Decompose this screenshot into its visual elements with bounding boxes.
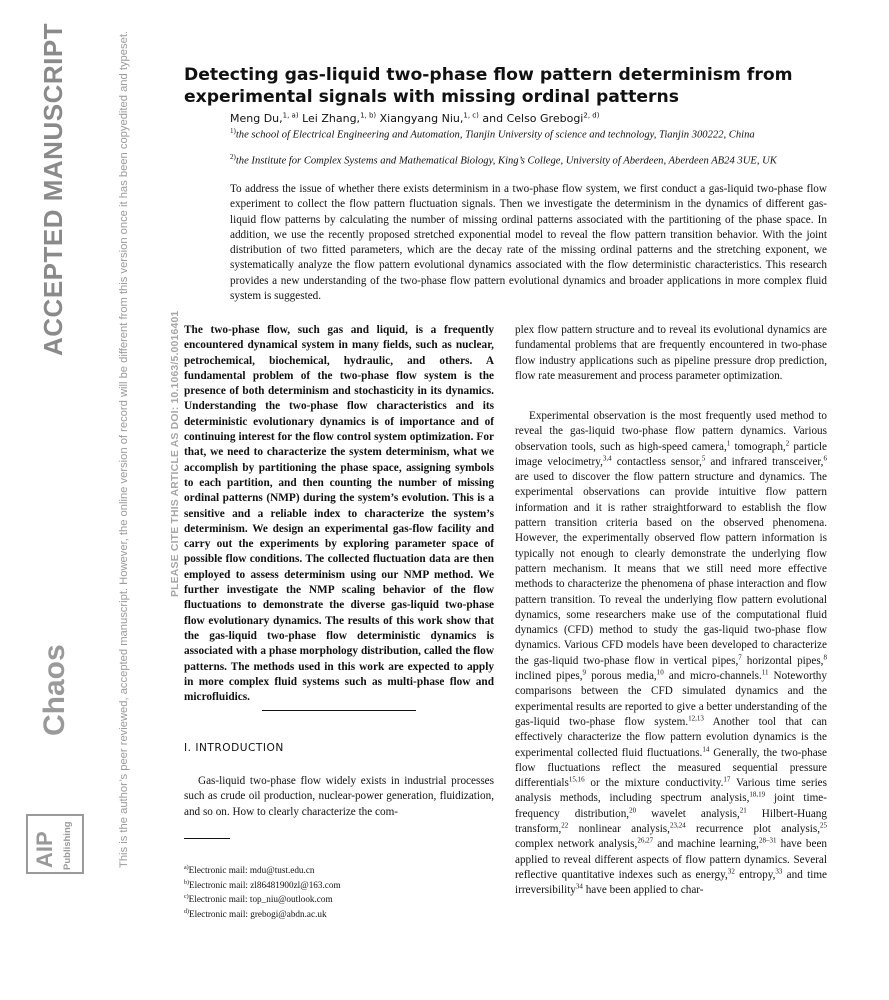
footnote-marker: b) [184, 879, 189, 886]
paragraph-segment: Various time series analysis methods, including spectrum analysis, [515, 777, 827, 805]
author [482, 112, 599, 125]
citation-ref: 25 [820, 821, 827, 830]
section-heading-introduction: I. INTRODUCTION [184, 742, 284, 754]
citation-ref: 3,4 [602, 454, 612, 463]
citation-ref: 6 [823, 454, 827, 463]
citation-ref: 23,24 [669, 821, 686, 830]
footnote [184, 906, 494, 921]
author [230, 112, 299, 125]
footnote-text: Electronic mail: mdu@tust.edu.cn [188, 865, 315, 876]
author-name: Lei Zhang, [302, 111, 361, 125]
citation-ref: 34 [575, 882, 583, 891]
citation-ref: 8 [823, 653, 827, 662]
paragraph-segment: nonlinear analysis, [568, 823, 670, 836]
author-affiliation-marker: 1, a) [282, 111, 299, 119]
citation-ref: 2 [785, 438, 790, 447]
paragraph-segment: and time irreversibility [515, 868, 827, 897]
citation-ref: 21 [739, 805, 747, 814]
paragraph-segment: and micro-channels. [663, 670, 762, 683]
citation-ref: 22 [561, 821, 569, 830]
affiliation-2 [230, 150, 840, 169]
citation-ref: 17 [723, 775, 731, 784]
author-affiliation-marker: 2, d) [583, 111, 600, 119]
paragraph-segment: are used to discover the flow pattern structure and dynamics. The experimental observations can provide intuitive flow pattern information and it is rather straightforward to establish the flow pattern transition criteria based on the observed phenomena. However, the experimentally observed flow pattern information is typically not enough to clearly demonstrate the underlying flow pattern mechanism. It means that we still need more effective methods to characterize the phenomena of phase interaction and flow pattern transition. To reveal the underlying flow pattern evolutional dynamics, some researchers make use of the computational fluid dynamics (CFD) method to study the gas-liquid two-phase flow dynamics. Various CFD models have been developed to characterize the gas-liquid two-phase flow in vertical pipes, [515, 471, 827, 667]
paragraph-segment: entropy, [734, 868, 776, 881]
footnote-text: Electronic mail: zl86481900zl@163.com [189, 879, 341, 890]
footnote-text: Electronic mail: grebogi@abdn.ac.uk [189, 909, 327, 920]
citation-ref: 5 [701, 454, 706, 463]
citation-ref: 20 [629, 805, 637, 814]
author [380, 112, 479, 125]
citation-ref: 11 [761, 668, 769, 677]
citation-ref: 1 [726, 438, 731, 447]
lead-divider [262, 710, 416, 711]
citation-ref: 32 [727, 867, 735, 876]
citation-ref: 14 [702, 744, 710, 753]
citation-ref: 28–31 [758, 836, 777, 845]
paragraph-segment: complex network analysis, [515, 838, 638, 851]
paragraph-segment: have been applied to reveal different aspects of flow pattern dynamics. Several reflective quantitative indexes such as energy, [515, 838, 827, 881]
paragraph-segment: Hilbert-Huang transform, [515, 807, 827, 836]
lead-paragraph: The two-phase flow, such gas and liquid, is a frequently encountered dynamical system in many fields, such as nuclear, petrochemical, biochemical, hydraulic, and others. A fundamental problem of the two-phase flow system is the presence of both determinism and stochasticity in its dynamics. Understanding the two-phase flow characteristics and its deterministic evolutionary dynamics is of importance and of continuing interest for the flow control system optimization. For that, we need to characterize the system determinism, what we accomplish by partitioning the phase space, assigning symbols to each partition, and then counting the number of missing ordinal patterns (NMP) during the system’s evolution. This is a sensitive and a reliable index to characterize the system’s determinism. We design an experimental gas-flow facility and carry out the experiments by exploring parameter space of possible flow conditions. The collected fluctuation data are then employed to assess determinism using our NMP method. We further investigate the NMP scaling behavior of the flow fluctuations to demonstrate the diverse gas-liquid two-phase flow evolutionary dynamics. The results of this work show that the gas-liquid two-phase flow deterministic dynamics is associated with a phase morphology distribution, called the flow patterns. The methods used in this work are expected to apply in more complex fluid systems such as multi-phase flow and microfluidics. [184, 324, 494, 704]
paragraph-segment: recurrence plot analysis, [685, 823, 820, 836]
affiliation-1-text: the school of Electrical Engineering and Automation, Tianjin University of science and technology, Tianjin 300222, China [235, 129, 755, 141]
citation-ref: 10 [656, 668, 664, 677]
author-list [230, 108, 840, 126]
paragraph-segment: contactless sensor, [611, 455, 702, 468]
citation-ref: 9 [582, 668, 587, 677]
author-affiliation-marker: 1, c) [463, 111, 479, 119]
accepted-manuscript-stamp: ACCEPTED MANUSCRIPT [38, 22, 68, 356]
paragraph-segment: tomograph, [730, 440, 786, 453]
paragraph-segment: or the mixture conductivity. [584, 777, 724, 790]
author-name: and Celso Grebogi [482, 111, 584, 125]
affiliation-1-marker: 1) [230, 127, 236, 135]
footnote [184, 891, 494, 906]
paragraph-segment: Generally, the two-phase flow fluctuations reflect the measured sequential pressure differentials [515, 746, 827, 790]
intro-paragraph: Gas-liquid two-phase flow widely exists in industrial processes such as crude oil production, nuclear-power generation, fluidization, and so on. How to clearly characterize the com- [184, 775, 494, 818]
paragraph-segment: particle image velocimetry, [515, 440, 827, 468]
affiliation-2-marker: 2) [230, 153, 236, 161]
paragraph-segment: and infrared transceiver, [705, 455, 824, 468]
paragraph-segment: have been applied to char- [582, 884, 704, 897]
citation-ref: 18,19 [749, 790, 766, 799]
logo-main-text: AIP [32, 831, 57, 868]
footnote [184, 862, 494, 877]
citation-ref: 7 [738, 653, 742, 662]
paragraph-segment: Experimental observation is the most frequently used method to reveal the gas-liquid two-phase flow pattern dynamics. Various observation tools, such as high-speed camera, [515, 410, 827, 453]
cite-doi-note: PLEASE CITE THIS ARTICLE AS DOI: 10.1063/5.0016401 [170, 310, 181, 597]
manuscript-disclaimer: This is the author’s peer reviewed, accepted manuscript. However, the online version of record will be different from this version once it has been copyedited and typeset. [118, 30, 130, 868]
footnote-divider [184, 838, 230, 839]
footnote-marker: a) [184, 865, 189, 871]
right-paragraph-2 [515, 409, 827, 899]
citation-ref: 26,27 [637, 836, 654, 845]
paragraph-segment: and machine learning, [653, 838, 759, 851]
paragraph-segment: wavelet analysis, [636, 807, 740, 820]
paragraph-segment: joint time-frequency distribution, [515, 792, 828, 820]
aip-publishing-logo [26, 814, 84, 874]
journal-name: Chaos [38, 644, 71, 736]
right-paragraph-1: plex flow pattern structure and to reveal its evolutional dynamics are fundamental problems that are frequently encountered in two-phase flow industry applications such as pipeline pressure drop prediction, flow rate measurement and process parameter optimization. [515, 324, 827, 382]
author-affiliation-marker: 1, b) [360, 111, 377, 119]
citation-ref: 33 [775, 867, 783, 876]
affiliation-2-text: the Institute for Complex Systems and Mathematical Biology, King’s College, University of Aberdeen, Aberdeen AB24 3UE, UK [235, 155, 777, 167]
affiliation-1 [230, 124, 840, 143]
paragraph-segment: Noteworthy comparisons between the CFD simulated dynamics and the experimental results are reported to give a better understanding of the gas-liquid two-phase flow system. [515, 670, 827, 728]
paragraph-segment: Another tool that can effectively characterize the flow pattern evolution dynamics is the experimental collected fluid fluctuations. [515, 715, 828, 759]
paper-title: Detecting gas-liquid two-phase flow pattern determinism from experimental signals with missing ordinal patterns [184, 65, 793, 107]
author [302, 112, 376, 125]
footnote [184, 877, 494, 892]
paragraph-segment: horizontal pipes, [741, 654, 824, 667]
author-name: Xiangyang Niu, [379, 111, 464, 125]
footnote-marker: c) [184, 894, 189, 901]
logo-sub-text: Publishing [62, 821, 73, 870]
footnotes [184, 862, 494, 921]
citation-ref: 15,16 [568, 775, 585, 784]
author-name: Meng Du, [230, 111, 283, 125]
paragraph-segment: porous media, [586, 670, 657, 683]
footnote-marker: d) [184, 908, 189, 915]
citation-ref: 12,13 [688, 714, 704, 723]
footnote-text: Electronic mail: top_niu@outlook.com [188, 894, 333, 905]
abstract: To address the issue of whether there exists determinism in a two-phase flow system, we first conduct a gas-liquid two-phase flow experiment to collect the flow pattern fluctuation signals. Then we investigate the determinism in the dynamics of different gas-liquid flow patterns by calculating the number of missing ordinal patterns associated with the partitioning of the phase space. In addition, we use the recently proposed stretched exponential model to reveal the flow pattern transition behavior. With the joint distribution of two fitted parameters, which are the decay rate of the missing ordinal patterns and the stretching exponent, we systematically analyze the flow pattern evolutional dynamics associated with the flow deterministic characteristics. This research provides a new understanding of the two-phase flow pattern evolutional dynamics and broader applications in more complex fluid system is suggested. [230, 183, 827, 303]
paragraph-segment: inclined pipes, [515, 670, 583, 683]
